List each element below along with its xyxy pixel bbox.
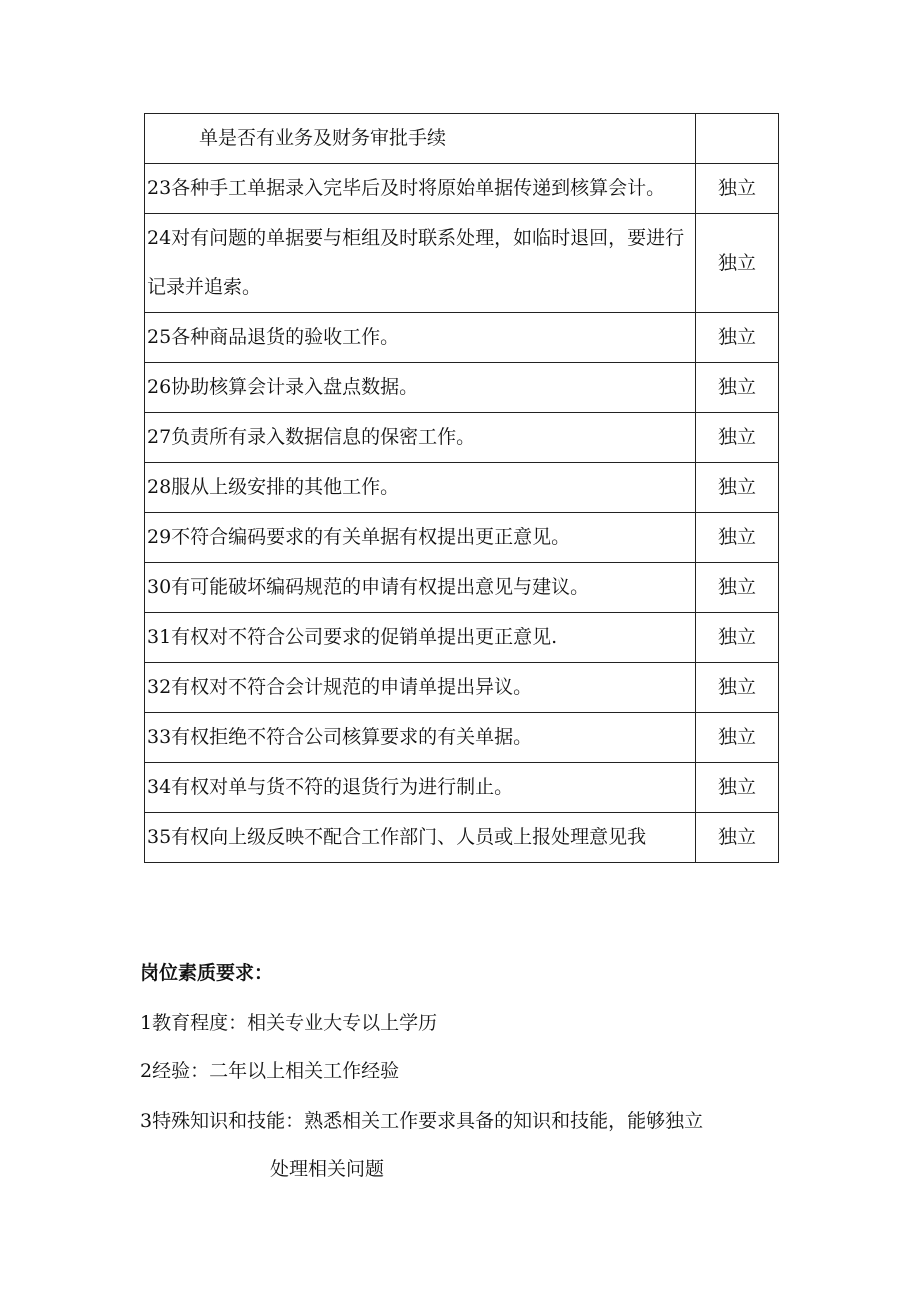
duty-mode: 独立: [696, 563, 779, 613]
duty-mode: 独立: [696, 763, 779, 813]
table-row: [145, 613, 779, 663]
duty-text: 单是否有业务及财务审批手续: [145, 114, 696, 164]
table-row: [145, 563, 779, 613]
duty-mode: 独立: [696, 613, 779, 663]
section-title: 岗位素质要求：: [140, 962, 274, 984]
duty-text: 25各种商品退货的验收工作。: [145, 313, 696, 363]
duty-mode: 独立: [696, 214, 779, 313]
table-row: [145, 413, 779, 463]
duty-mode: [696, 114, 779, 164]
table-row: [145, 214, 779, 313]
table-row: [145, 463, 779, 513]
duty-mode: 独立: [696, 463, 779, 513]
duty-mode: 独立: [696, 513, 779, 563]
duty-table: [144, 113, 779, 863]
duty-text: 29不符合编码要求的有关单据有权提出更正意见。: [145, 513, 696, 563]
table-row: [145, 813, 779, 863]
table-row: [145, 114, 779, 164]
duty-mode: 独立: [696, 363, 779, 413]
duty-text: 24对有问题的单据要与柜组及时联系处理，如临时退回，要进行记录并追索。: [145, 214, 696, 313]
duty-mode: 独立: [696, 313, 779, 363]
table-row: [145, 363, 779, 413]
duty-text: 31有权对不符合公司要求的促销单提出更正意见.: [145, 613, 696, 663]
duty-mode: 独立: [696, 413, 779, 463]
duty-text: 34有权对单与货不符的退货行为进行制止。: [145, 763, 696, 813]
table-row: [145, 763, 779, 813]
skills-requirement: 3特殊知识和技能：熟悉相关工作要求具备的知识和技能，能够独立: [140, 1110, 704, 1132]
duty-text: 23各种手工单据录入完毕后及时将原始单据传递到核算会计。: [145, 164, 696, 214]
duty-text: 26协助核算会计录入盘点数据。: [145, 363, 696, 413]
duty-text: 33有权拒绝不符合公司核算要求的有关单据。: [145, 713, 696, 763]
duty-mode: 独立: [696, 164, 779, 214]
duty-text: 35有权向上级反映不配合工作部门、人员或上报处理意见我: [145, 813, 696, 863]
table-row: [145, 513, 779, 563]
duty-mode: 独立: [696, 663, 779, 713]
duty-text: 28服从上级安排的其他工作。: [145, 463, 696, 513]
education-requirement: 1教育程度：相关专业大专以上学历: [140, 1012, 438, 1034]
table-row: [145, 164, 779, 214]
table-row: [145, 713, 779, 763]
duty-mode: 独立: [696, 713, 779, 763]
table-row: [145, 663, 779, 713]
table-row: [145, 313, 779, 363]
duty-text: 30有可能破坏编码规范的申请有权提出意见与建议。: [145, 563, 696, 613]
duty-text: 27负责所有录入数据信息的保密工作。: [145, 413, 696, 463]
duty-text: 32有权对不符合会计规范的申请单提出异议。: [145, 663, 696, 713]
duty-mode: 独立: [696, 813, 779, 863]
experience-requirement: 2经验：二年以上相关工作经验: [140, 1060, 400, 1082]
skills-requirement-continued: 处理相关问题: [270, 1158, 385, 1180]
